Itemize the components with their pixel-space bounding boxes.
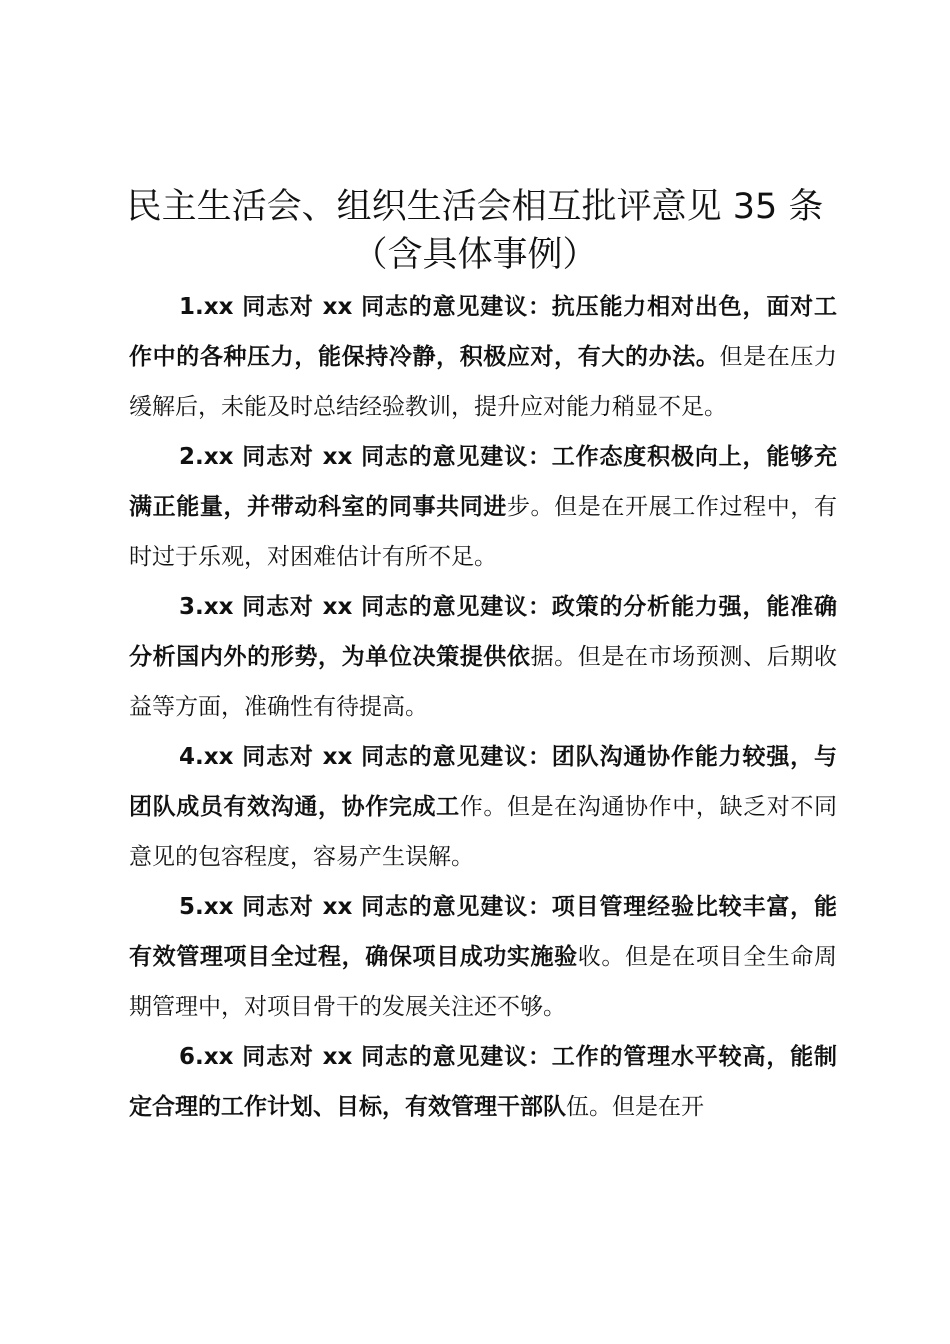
paragraph-6-lead: 6.xx 同志对 xx 同志的意见建议：工作的管理水平较高，能制定合理的工作计划、目标，有效管理干部队 bbox=[129, 1044, 837, 1120]
paragraph-2 bbox=[129, 432, 837, 582]
paragraph-3-rest: 据。但是在市场预测、后期收益等方面，准确性有待提高。 bbox=[129, 644, 838, 720]
paragraph-6 bbox=[129, 1032, 837, 1132]
paragraph-4-rest: 作。但是在沟通协作中，缺乏对不同意见的包容程度，容易产生误解。 bbox=[129, 794, 838, 870]
paragraph-5-rest: 收。但是在项目全生命周期管理中，对项目骨干的发展关注还不够。 bbox=[129, 944, 838, 1020]
paragraph-1-rest: 但是在压力缓解后，未能及时总结经验教训，提升应对能力稍显不足。 bbox=[129, 344, 838, 420]
paragraph-1-lead: 1.xx 同志对 xx 同志的意见建议：抗压能力相对出色，面对工作中的各种压力，能保持冷静，积极应对，有大的办法。 bbox=[129, 294, 837, 370]
paragraph-2-rest: 步。但是在开展工作过程中，有时过于乐观，对困难估计有所不足。 bbox=[129, 494, 838, 570]
paragraph-2-lead: 2.xx 同志对 xx 同志的意见建议：工作态度积极向上，能够充满正能量，并带动科室的同事共同进 bbox=[129, 444, 837, 520]
document-body bbox=[129, 282, 837, 1132]
paragraph-3-lead: 3.xx 同志对 xx 同志的意见建议：政策的分析能力强，能准确分析国内外的形势，为单位决策提供依 bbox=[129, 594, 837, 670]
paragraph-6-rest: 伍。但是在开 bbox=[566, 1094, 704, 1120]
paragraph-5-lead: 5.xx 同志对 xx 同志的意见建议：项目管理经验比较丰富，能有效管理项目全过程，确保项目成功实施验 bbox=[129, 894, 837, 970]
paragraph-4-lead: 4.xx 同志对 xx 同志的意见建议：团队沟通协作能力较强，与团队成员有效沟通，协作完成工 bbox=[129, 744, 837, 820]
paragraph-3 bbox=[129, 582, 837, 732]
paragraph-4 bbox=[129, 732, 837, 882]
paragraph-1 bbox=[129, 282, 837, 432]
paragraph-5 bbox=[129, 882, 837, 1032]
document-title-line1: 民主生活会、组织生活会相互批评意见 35 条 bbox=[126, 187, 824, 227]
document-title-line2: （含具体事例） bbox=[352, 235, 598, 275]
